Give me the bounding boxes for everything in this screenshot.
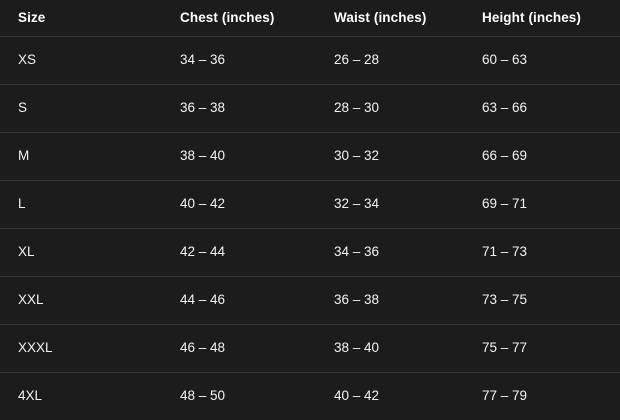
table-row [0, 133, 620, 181]
cell-waist: 28 – 30 [320, 85, 470, 133]
cell-size: XS [0, 37, 160, 85]
cell-height: 66 – 69 [470, 133, 620, 181]
cell-chest: 38 – 40 [160, 133, 320, 181]
column-header-height: Height (inches) [470, 0, 620, 37]
column-header-waist: Waist (inches) [320, 0, 470, 37]
cell-waist: 40 – 42 [320, 373, 470, 420]
cell-waist: 34 – 36 [320, 229, 470, 277]
column-header-size: Size [0, 0, 160, 37]
cell-height: 75 – 77 [470, 325, 620, 373]
table-body [0, 37, 620, 420]
table-row [0, 325, 620, 373]
cell-chest: 40 – 42 [160, 181, 320, 229]
cell-size: L [0, 181, 160, 229]
table-header-row [0, 0, 620, 37]
cell-height: 63 – 66 [470, 85, 620, 133]
cell-height: 73 – 75 [470, 277, 620, 325]
table-row [0, 37, 620, 85]
cell-waist: 30 – 32 [320, 133, 470, 181]
cell-chest: 42 – 44 [160, 229, 320, 277]
cell-chest: 36 – 38 [160, 85, 320, 133]
cell-chest: 46 – 48 [160, 325, 320, 373]
cell-height: 60 – 63 [470, 37, 620, 85]
table-row [0, 373, 620, 420]
cell-waist: 26 – 28 [320, 37, 470, 85]
cell-height: 69 – 71 [470, 181, 620, 229]
cell-chest: 34 – 36 [160, 37, 320, 85]
cell-size: S [0, 85, 160, 133]
table-row [0, 181, 620, 229]
cell-waist: 38 – 40 [320, 325, 470, 373]
cell-size: 4XL [0, 373, 160, 420]
cell-size: XL [0, 229, 160, 277]
cell-waist: 36 – 38 [320, 277, 470, 325]
table-header [0, 0, 620, 37]
cell-chest: 48 – 50 [160, 373, 320, 420]
table-row [0, 277, 620, 325]
cell-height: 71 – 73 [470, 229, 620, 277]
cell-size: M [0, 133, 160, 181]
cell-waist: 32 – 34 [320, 181, 470, 229]
column-header-chest: Chest (inches) [160, 0, 320, 37]
table-row [0, 85, 620, 133]
cell-chest: 44 – 46 [160, 277, 320, 325]
cell-size: XXL [0, 277, 160, 325]
cell-size: XXXL [0, 325, 160, 373]
cell-height: 77 – 79 [470, 373, 620, 420]
table-row [0, 229, 620, 277]
